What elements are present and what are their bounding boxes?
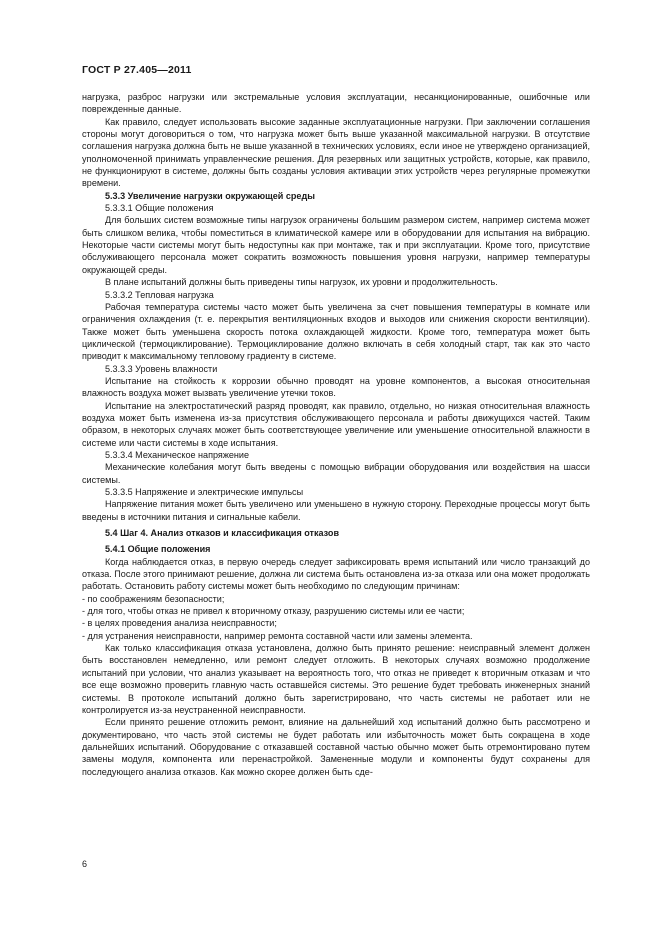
section-heading: 5.3.3 Увеличение нагрузки окружающей среды	[105, 190, 315, 201]
paragraph: Испытание на стойкость к коррозии обычно проводят на уровне компонентов, а высокая относительная влажность воздуха может вызвать увеличение утечки токов.	[82, 375, 590, 399]
list-item: - для того, чтобы отказ не привел к вторичному отказу, разрушению системы или ее части;	[82, 606, 465, 617]
subsection-heading: 5.3.3.1 Общие положения	[105, 203, 214, 214]
paragraph: Если принято решение отложить ремонт, влияние на дальнейший ход испытаний должно быть рассмотрено и документировано, что часть этой системы не будет работать или избыточность может быть сокращена в ходе дальнейших испытаний. Оборудование с отказавшей составной частью обычно может быть отремонтировано путем замены модуля, компонента или перенастройкой. Замененные модули и компоненты будут сохранены для последующего анализа отказов. Как можно скорее должен быть сде-	[82, 717, 590, 777]
section-heading: 5.4.1 Общие положения	[105, 544, 211, 555]
paragraph: Когда наблюдается отказ, в первую очередь следует зафиксировать время испытаний или число транзакций до отказа. После этого принимают решение, должна ли система быть остановлена из-за отказа или она может продолжать работать. Остановить работу системы может быть необходимо по следующим причинам:	[82, 556, 590, 592]
subsection-heading: 5.3.3.4 Механическое напряжение	[105, 449, 249, 460]
paragraph: Испытание на электростатический разряд проводят, как правило, отдельно, но низкая относительная влажность воздуха может быть изменена из-за присутствия обслуживающего персонала и работы движущихся частей. Таким образом, в некоторых случаях может быть соответствующее увеличение или уменьшение относительной влажности в системе или части системы в ходе испытания.	[82, 400, 590, 448]
paragraph: Как только классификация отказа установлена, должно быть принято решение: неисправный элемент должен быть восстановлен немедленно, или ремонт следует отложить. В некоторых случаях возможно продолжение испытаний при условии, что анализ указывает на вероятность того, что отказ не приведет к вторичным отказам и что все еще возможно проверить главную часть оставшейся системы. Это решение будет требовать инженерных знаний системы. В протоколе испытаний должно быть зарегистрировано, что часть системы не работает или не контролируется из-за неустраненной неисправности.	[82, 643, 590, 715]
paragraph: Механические колебания могут быть введены с помощью вибрации оборудования или воздействия на шасси системы.	[82, 462, 590, 485]
paragraph: Как правило, следует использовать высокие заданные эксплуатационные нагрузки. При заключении соглашения стороны могут договориться о том, что нагрузка может быть выше указанной максимальной нагрузки. В отсутствие соглашения нагрузка должна быть не выше указанной в технических условиях, если иное не утверждено организацией, уполномоченной принимать управленческие решения. Для резервных или защитных устройств, которые, как правило, не функционируют в системе, должны быть созданы условия активации этих устройств через регулярные промежутки времени.	[82, 116, 590, 189]
document-body	[82, 91, 590, 778]
page-number: 6	[82, 859, 88, 869]
paragraph: Напряжение питания может быть увеличено или уменьшено в нужную сторону. Переходные процессы могут быть введены в источники питания и сигнальные кабели.	[82, 499, 590, 522]
paragraph: Рабочая температура системы часто может быть увеличена за счет повышения температуры в комнате или ограничения охлаждения (т. е. перекрытия вентиляционных входов и выходов или снижения скорости вентиляции). Также может быть уменьшена скорость потока охлаждающей жидкости. Кроме того, температура может быть циклической (термоциклирование). Термоциклирование должно включать в себя холодный старт, так как это часто приводит к максимальному тепловому градиенту в системе.	[82, 301, 590, 362]
subsection-heading: 5.3.3.3 Уровень влажности	[105, 363, 218, 374]
subsection-heading: 5.3.3.2 Тепловая нагрузка	[105, 289, 214, 300]
section-heading: 5.4 Шаг 4. Анализ отказов и классификация отказов	[105, 528, 340, 539]
list-item: - для устранения неисправности, например ремонта составной части или замены элемента.	[82, 630, 473, 641]
list-item: - по соображениям безопасности;	[82, 593, 225, 604]
paragraph: В плане испытаний должны быть приведены типы нагрузок, их уровни и продолжительность.	[105, 277, 498, 288]
subsection-heading: 5.3.3.5 Напряжение и электрические импульсы	[105, 487, 304, 497]
list-item: - в целях проведения анализа неисправности;	[82, 618, 277, 629]
paragraph: нагрузка, разброс нагрузки или экстремальные условия эксплуатации, несанкционированные, ошибочные или поврежденные данные.	[82, 92, 590, 115]
document-header: ГОСТ Р 27.405—2011	[82, 64, 192, 76]
paragraph: Для больших систем возможные типы нагрузок ограничены большим размером систем, например система может быть слишком велика, чтобы поместиться в климатической камере или в оборудовании для испытания на вибрацию. Некоторые части системы могут быть недоступны как при монтаже, так и при эксплуатации. Кроме того, присутствие обслуживающего персонала может сократить возможность повышения уровня нагрузки, например температуры окружающей среды.	[82, 215, 590, 275]
